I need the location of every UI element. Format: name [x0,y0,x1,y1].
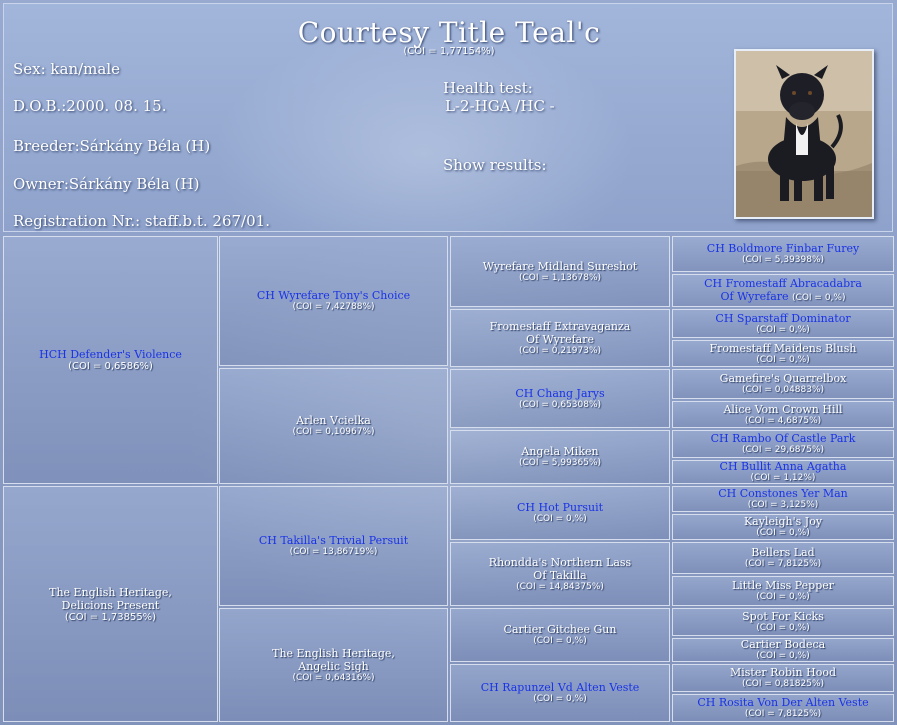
ancestor-name[interactable]: Arlen Vcielka [296,414,371,427]
ancestor-name[interactable]: CH Takilla's Trivial Persuit [258,534,409,547]
pedigree-gen4-cell[interactable] [672,430,894,458]
pedigree-sire[interactable] [3,236,218,484]
pedigree-gen3-cell[interactable] [450,608,670,662]
ancestor-coi: (COI = 0,%) [756,528,810,538]
ancestor-coi: (COI = 0,%) [756,354,810,365]
ancestor-coi: (COI = 0,%) [533,694,587,704]
pedigree-gen4-cell[interactable] [672,608,894,636]
dog-name-title: Courtesy Title Teal'c [297,16,601,49]
pedigree-gen3-cell[interactable] [450,369,670,428]
ancestor-name[interactable]: Angela Miken [521,445,599,458]
pedigree-gen4-cell[interactable] [672,460,894,484]
ancestor-name[interactable]: CH Rosita Von Der Alten Veste [697,696,869,709]
ancestor-name[interactable]: Alice Vom Crown Hill [723,402,843,416]
pedigree-gen4-cell[interactable] [672,369,894,399]
dog-photo-image [736,51,872,217]
pedigree-gen4-cell[interactable] [672,514,894,540]
sire-name[interactable]: HCH Defender's Violence [39,348,182,361]
pedigree-gen3-cell[interactable] [450,430,670,484]
ancestor-name[interactable]: Mister Robin Hood [729,666,837,679]
ancestor-coi: (COI = 1,12%) [750,473,816,483]
ancestor-coi: (COI = 29,6875%) [741,445,825,455]
pedigree-gen2-cell[interactable] [219,608,448,722]
health-test-label: Health test: [443,79,533,97]
ancestor-coi: (COI = 7,42788%) [292,302,375,312]
pedigree-gen4-cell[interactable] [672,236,894,272]
ancestor-name[interactable] [704,277,862,305]
ancestor-name[interactable]: Rhondda's Northern Lass Of Takilla [488,555,632,582]
pedigree-gen3-cell[interactable] [450,309,670,367]
ancestor-coi: (COI = 0,%) [533,514,587,524]
ancestor-name[interactable]: Fromestaff Extravaganza Of Wyrefare [489,319,631,346]
ancestor-name[interactable]: CH Hot Pursuit [516,501,604,514]
dam-name[interactable]: The English Heritage, Delicions Present [49,585,172,612]
ancestor-name[interactable]: CH Rambo Of Castle Park [710,432,856,445]
ancestor-coi: (COI = 0,21973%) [518,345,602,356]
ancestor-coi: (COI = 0,%) [792,292,846,303]
ancestor-coi: (COI = 4,6875%) [744,415,822,426]
ancestor-name[interactable]: CH Sparstaff Dominator [715,311,851,325]
pedigree-gen3-cell[interactable] [450,664,670,722]
ancestor-coi: (COI = 7,8125%) [744,709,822,719]
pedigree-gen4-cell[interactable] [672,664,894,692]
ancestor-name[interactable]: CH Constones Yer Man [718,487,848,500]
pedigree-gen2-cell[interactable] [219,236,448,366]
ancestor-coi: (COI = 0,%) [756,651,810,661]
breeder-field: Breeder:Sárkány Béla (H) [13,137,211,155]
pedigree-gen4-cell[interactable] [672,542,894,574]
pedigree-gen3-cell[interactable] [450,236,670,307]
ancestor-coi: (COI = 0,%) [533,636,587,646]
ancestor-coi: (COI = 0,64316%) [292,672,375,683]
ancestor-coi: (COI = 0,%) [756,324,810,335]
ancestor-name[interactable]: Cartier Bodeca [740,638,826,651]
ancestor-name[interactable]: Spot For Kicks [742,610,824,623]
registration-field: Registration Nr.: staff.b.t. 267/01. [13,212,270,230]
dob-field: D.O.B.:2000. 08. 15. [13,97,167,115]
owner-field: Owner:Sárkány Béla (H) [13,175,200,193]
pedigree-gen4-cell[interactable] [672,638,894,662]
ancestor-name[interactable]: Gamefire's Quarrelbox [719,372,847,385]
ancestor-coi: (COI = 5,39398%) [741,255,825,265]
pedigree-dam[interactable] [3,486,218,722]
ancestor-coi: (COI = 0,%) [756,592,810,602]
ancestor-name[interactable]: CH Boldmore Finbar Furey [706,242,860,255]
ancestor-coi: (COI = 3,125%) [747,500,819,510]
ancestor-name[interactable]: Cartier Gitchee Gun [503,623,617,636]
ancestor-name[interactable]: The English Heritage, Angelic Sigh [272,646,395,673]
ancestor-coi: (COI = 0,65308%) [518,399,602,410]
pedigree-gen3-cell[interactable] [450,542,670,606]
ancestor-coi: (COI = 7,8125%) [744,559,822,569]
dog-info-header [3,3,893,232]
ancestor-name[interactable]: Kayleigh's Joy [743,515,823,528]
ancestor-coi: (COI = 0,04883%) [741,385,825,395]
pedigree-gen3-cell[interactable] [450,486,670,540]
pedigree-gen4-cell[interactable] [672,694,894,722]
dog-coi: (COI = 1,77154%) [403,46,495,57]
ancestor-coi: (COI = 14,84375%) [516,581,604,592]
pedigree-gen4-cell[interactable] [672,576,894,606]
pedigree-gen4-cell[interactable] [672,401,894,428]
ancestor-name[interactable]: CH Bullit Anna Agatha [719,460,847,473]
ancestor-name[interactable]: Fromestaff Maidens Blush [709,341,857,355]
show-results-label: Show results: [443,156,547,174]
ancestor-name[interactable]: Bellers Lad [751,546,815,559]
sire-coi: (COI = 0,6586%) [68,361,153,372]
ancestor-name[interactable]: CH Wyrefare Tony's Choice [256,289,411,302]
sex-field: Sex: kan/male [13,60,121,78]
pedigree-gen4-cell[interactable] [672,340,894,367]
pedigree-gen4-cell[interactable] [672,274,894,307]
pedigree-gen4-cell[interactable] [672,486,894,512]
ancestor-name-text[interactable]: CH Fromestaff Abracadabra Of Wyrefare [704,276,862,303]
health-test-value: L-2-HGA /HC - [445,97,555,115]
ancestor-name[interactable]: CH Chang Jarys [515,386,605,400]
dam-coi: (COI = 1,73855%) [64,611,157,623]
ancestor-coi: (COI = 0,%) [756,623,810,633]
ancestor-coi: (COI = 13,86719%) [289,547,378,557]
pedigree-gen2-cell[interactable] [219,486,448,606]
ancestor-name[interactable]: Little Miss Pepper [731,579,835,592]
ancestor-coi: (COI = 0,81825%) [741,679,825,689]
dog-photo [734,49,874,219]
ancestor-coi: (COI = 1,13678%) [518,272,602,283]
ancestor-coi: (COI = 0,10967%) [292,427,375,437]
ancestor-coi: (COI = 5,99365%) [518,458,602,468]
pedigree-gen4-cell[interactable] [672,309,894,338]
ancestor-name[interactable]: Wyrefare Midland Sureshot [482,259,638,273]
pedigree-gen2-cell[interactable] [219,368,448,484]
ancestor-name[interactable]: CH Rapunzel Vd Alten Veste [480,681,640,694]
